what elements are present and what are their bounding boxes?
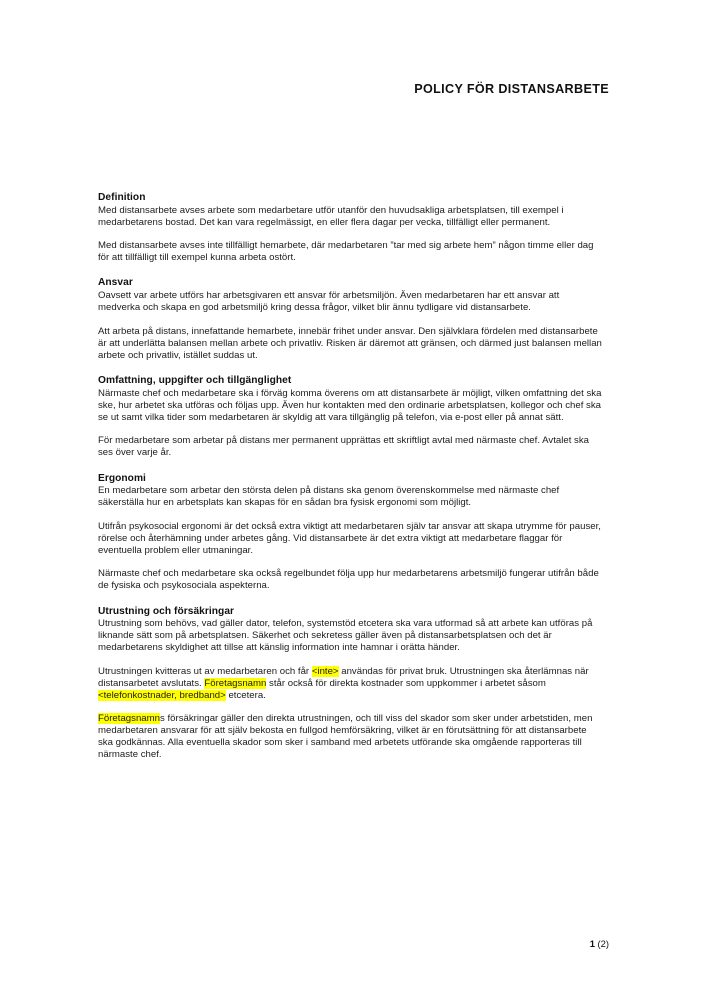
- section-heading-utrustning: Utrustning och försäkringar: [98, 605, 235, 617]
- paragraph: En medarbetare som arbetar den största delen på distans ska genom överenskommelse med närmaste chef säkerställa hur en arbetsplats kan skapas för en sådan bra fysisk ergonomi som möjligt.: [98, 485, 560, 509]
- paragraph-with-placeholders: Utrustningen kvitteras ut av medarbetaren och får <inte> användas för privat bruk. Utrustningen ska återlämnas när distansarbetet avslutats. Företagsnamn står också för direkta kostnader som uppkommer i arbetet såsom <telefonkostnader, bredband> etcetera.: [98, 665, 589, 701]
- paragraph: Närmaste chef och medarbetare ska också regelbundet följa upp hur medarbetarens arbetsmiljö fungerar utifrån både de fysiska och psykosociala aspekterna.: [98, 568, 599, 592]
- highlighted-placeholder: Företagsnamn: [98, 713, 160, 725]
- paragraph: Med distansarbete avses inte tillfälligt hemarbete, där medarbetaren ”tar med sig arbete hem” någon timme eller dag för att tillfälligt till exempel kunna arbeta ostört.: [98, 240, 594, 264]
- section-heading-definition: Definition: [98, 192, 146, 203]
- paragraph: Utifrån psykosocial ergonomi är det också extra viktigt att medarbetaren själv tar ansvar att skapa utrymme för pauser, rörelse och återhämning under arbetes gång. Vid distansarbete är det extra viktigt att medarbetare flaggar för eventuella problem eller utmaningar.: [98, 520, 601, 556]
- paragraph-with-placeholders: Företagsnamns försäkringar gäller den direkta utrustningen, och till viss del skador som sker under arbetstiden, men medarbetaren ansvarar för att själv bekosta en fullgod hemförsäkring, vilket är en förutsättning för att distansarbete ska godkännas. Alla eventuella skador som sker i samband med arbetets utförande ska omgående rapporteras till närmaste chef.: [98, 713, 593, 761]
- highlighted-placeholder: Företagsnamn: [204, 677, 267, 689]
- paragraph: Att arbeta på distans, innefattande hemarbete, innebär frihet under ansvar. Den självklara fördelen med distansarbete är att underlätta balansen mellan arbete och privatliv. Risken är däremot att gränsen, och därmed just balansen mellan arbete och privatliv, istället suddas ut.: [98, 325, 602, 361]
- section-definition: [98, 191, 602, 264]
- section-heading-ansvar: Ansvar: [98, 277, 133, 289]
- highlighted-placeholder: <inte>: [311, 665, 339, 677]
- paragraph: Utrustning som behövs, vad gäller dator, telefon, systemstöd etcetera ska vara utformad så att arbete kan utföras på liknande sätt som på arbetsplatsen. Säkerhet och sekretess gäller även på distansarbetsplatsen och det är medarbetarens skyldighet att tillse att känslig information inte hamnar i orätta händer.: [98, 618, 593, 654]
- highlighted-placeholder: <telefonkostnader, bredband>: [98, 689, 226, 701]
- document-body: [98, 191, 602, 761]
- section-ergonomi: [98, 472, 602, 593]
- section-omfattning: [98, 374, 602, 459]
- section-ansvar: [98, 276, 602, 361]
- paragraph: Närmaste chef och medarbetare ska i förväg komma överens om att distansarbete är möjligt, vilken omfattning det ska ske, hur arbetet ska utföras och följas upp. Även hur kontakten med den ordinarie arbetsplatsen, kollegor och chef ska se ut samt vilka tider som medarbetaren är skyldig att vara tillgänglig på telefon, via e-post eller på annat sätt.: [98, 387, 602, 423]
- footer-total-pages: (2): [594, 938, 609, 949]
- paragraph: Oavsett var arbete utförs har arbetsgivaren ett ansvar för arbetsmiljön. Även medarbetaren har ett ansvar att medverka och skapa en god arbetsmiljö kring dessa frågor, vilket blir ännu tydligare vid distansarbete.: [98, 290, 560, 314]
- page-footer: [98, 938, 609, 950]
- section-heading-ergonomi: Ergonomi: [98, 472, 146, 484]
- section-utrustning: [98, 605, 602, 762]
- section-heading-omfattning: Omfattning, uppgifter och tillgänglighet: [98, 374, 292, 386]
- paragraph: För medarbetare som arbetar på distans mer permanent upprättas ett skriftligt avtal med närmaste chef. Avtalet ska ses över varje år.: [98, 435, 590, 459]
- document-title: POLICY FÖR DISTANSARBETE: [414, 82, 609, 96]
- paragraph: Med distansarbete avses arbete som medarbetare utför utanför den huvudsakliga arbetsplatsen, till exempel i medarbetarens bostad. Det kan vara regelmässigt, en eller flera dagar per vecka, tillfälligt eller permanent.: [98, 204, 564, 228]
- footer-current-page: 1: [589, 938, 595, 949]
